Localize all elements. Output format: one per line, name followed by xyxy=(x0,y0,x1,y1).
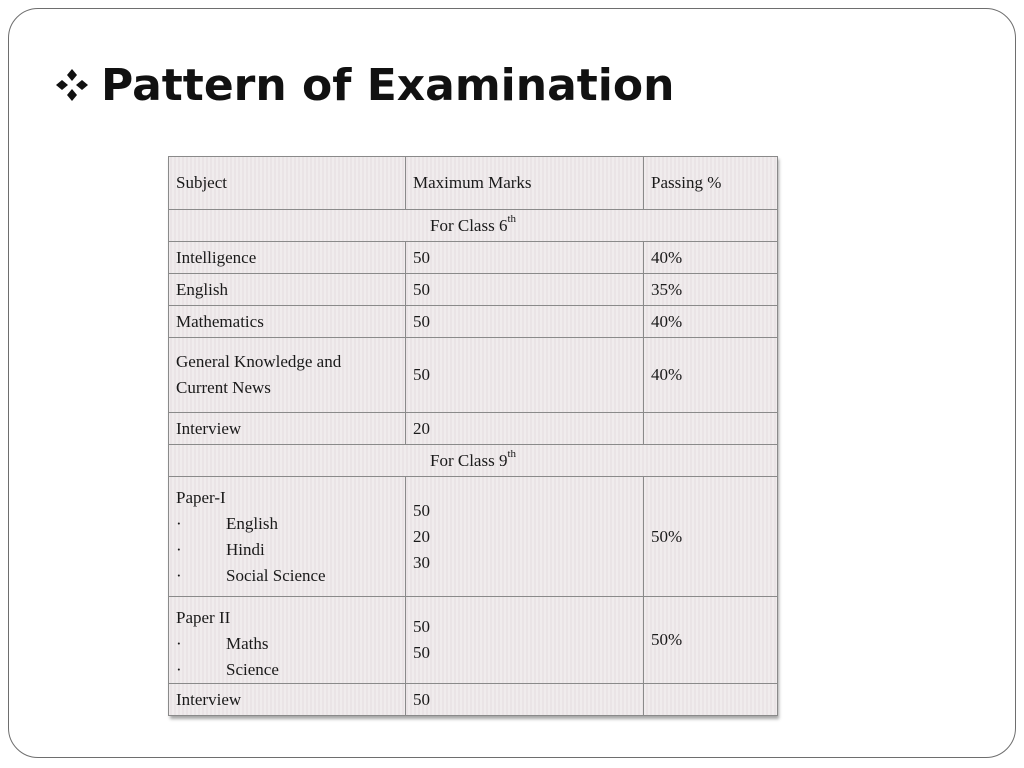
subject-line: Current News xyxy=(176,378,271,397)
cell-passing: 50% xyxy=(644,597,778,684)
page-title: Pattern of Examination xyxy=(101,59,675,111)
title-row xyxy=(55,55,674,115)
cell-marks: 50 xyxy=(406,242,644,274)
cell-passing: 40% xyxy=(644,242,778,274)
list-item-label: Social Science xyxy=(226,566,326,585)
section-row-class-9 xyxy=(169,445,778,477)
table-row xyxy=(169,413,778,445)
list-item xyxy=(176,511,398,537)
cell-passing: 40% xyxy=(644,306,778,338)
cell-subject: Interview xyxy=(169,684,406,716)
header-subject: Subject xyxy=(169,157,406,210)
cell-subject: English xyxy=(169,274,406,306)
cell-passing: 35% xyxy=(644,274,778,306)
section-label-class-9: For Class 9th xyxy=(169,445,778,477)
bullet-dot: · xyxy=(176,660,182,679)
table-row-paper-2 xyxy=(169,597,778,684)
bullet-dot: · xyxy=(176,634,182,653)
four-diamond-bullet-icon xyxy=(55,68,89,102)
marks-value: 50 xyxy=(413,500,430,520)
cell-marks: 50 xyxy=(406,338,644,413)
cell-marks xyxy=(406,597,644,684)
cell-subject: Interview xyxy=(169,413,406,445)
cell-marks: 50 xyxy=(406,684,644,716)
cell-subject: Intelligence xyxy=(169,242,406,274)
list-item-label: Science xyxy=(226,660,279,679)
marks-value: 30 xyxy=(413,552,430,572)
list-item-label: English xyxy=(226,514,278,533)
marks-value: 20 xyxy=(413,526,430,546)
list-item-label: Hindi xyxy=(226,540,265,559)
table-row xyxy=(169,306,778,338)
table-row xyxy=(169,274,778,306)
bullet-dot: · xyxy=(176,566,182,585)
cell-subject xyxy=(169,338,406,413)
cell-passing: 50% xyxy=(644,477,778,597)
list-item xyxy=(176,537,398,563)
cell-marks: 20 xyxy=(406,413,644,445)
cell-marks xyxy=(406,477,644,597)
cell-passing: 40% xyxy=(644,338,778,413)
table-row-paper-1 xyxy=(169,477,778,597)
cell-subject xyxy=(169,477,406,597)
exam-pattern-table xyxy=(168,156,778,716)
bullet-dot: · xyxy=(176,514,182,533)
subject-line: General Knowledge and xyxy=(176,352,342,371)
table-row xyxy=(169,242,778,274)
cell-subject xyxy=(169,597,406,684)
marks-value: 50 xyxy=(413,643,430,662)
cell-marks: 50 xyxy=(406,306,644,338)
section-label-class-6: For Class 6th xyxy=(169,210,778,242)
table-row xyxy=(169,338,778,413)
list-item xyxy=(176,657,398,683)
paper-name: Paper-I xyxy=(176,488,226,507)
table-row xyxy=(169,684,778,716)
cell-passing xyxy=(644,684,778,716)
header-passing-percent: Passing % xyxy=(644,157,778,210)
list-item xyxy=(176,631,398,657)
section-row-class-6 xyxy=(169,210,778,242)
list-item xyxy=(176,563,398,589)
paper-name: Paper II xyxy=(176,608,231,627)
marks-value: 50 xyxy=(413,617,430,636)
table-header-row xyxy=(169,157,778,210)
header-maximum-marks: Maximum Marks xyxy=(406,157,644,210)
list-item-label: Maths xyxy=(226,634,269,653)
exam-table-wrapper xyxy=(168,156,777,716)
slide-frame xyxy=(8,8,1016,758)
cell-passing xyxy=(644,413,778,445)
cell-marks: 50 xyxy=(406,274,644,306)
cell-subject: Mathematics xyxy=(169,306,406,338)
bullet-dot: · xyxy=(176,540,182,559)
